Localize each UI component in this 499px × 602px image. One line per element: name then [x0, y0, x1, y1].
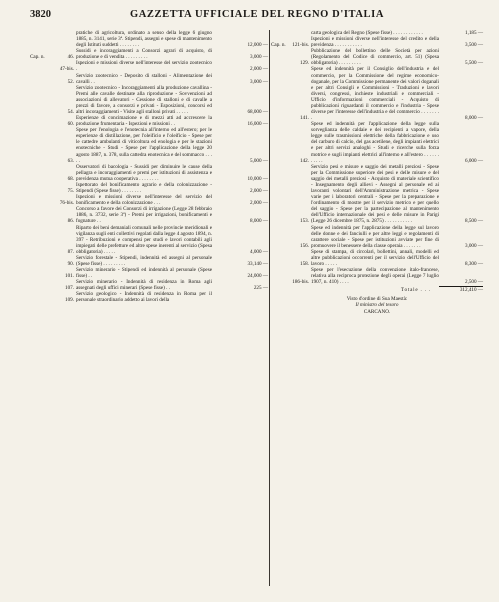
chapter-number: 156.	[300, 242, 309, 249]
entry-amount: 3,000 —	[250, 54, 268, 61]
chapter-number: 142.	[300, 157, 309, 164]
entry-description: Ispettorato del bonificamento agrario e della colonizzazione - Stipendi (Spese fisse) . . . . . . . .	[76, 181, 212, 195]
entry-description: Spese ed indennità per l'applicazione della legge sulla sorveglianza delle caldaie e dei recipienti a vapore, della legge sulle trasmissioni elettriche della fabbricazione e uso del carburo di calcio, del gas acetilene, degli impianti elettrici e per altri servizi analoghi - Studi e ricerche sulla forza motrice e sugli impianti elettrici all'interno e all'estero . . . . . . . . . . .	[311, 121, 439, 164]
chapter-number: 153.	[300, 218, 309, 225]
chapter-label: Cap. n.	[271, 42, 286, 49]
budget-entry	[30, 291, 268, 303]
chapter-number: 86.	[67, 218, 74, 225]
entry-description: Servizio zootecnico - Incoraggiamenti alla produzione cavallina - Premi alle cavalle destinate alla riproduzione - Sovvenzioni ad associazioni di allevatori - Cessione di stalloni e di cavalle a prezzi di favore, a consorzi e privati - Esposizioni, concorsi ed altri incoraggiamenti - Visite agli stalloni privati . . . . .	[76, 84, 212, 116]
budget-entry	[30, 206, 268, 224]
entry-amount: 3,000 —	[250, 78, 268, 85]
entry-amount: 8,500 —	[465, 218, 483, 225]
entry-description: Ispezioni e missioni diverse nell'interesse del servizio del bonificamento e della colonizzazione . . .	[76, 194, 212, 207]
chapter-number: 90.	[67, 260, 74, 267]
entry-description: Spese ed indennità per il Consiglio dell'industria e del commercio, per la Commissione del regime economico-doganale, per la Commissione permanente dei valori doganali e per altri Consigli e Commissioni - Traduzioni e lavori diversi, congressi, inchieste industriali e commerciali - Ufficio d'informazioni commerciali - Acquisto di pubblicazioni riguardanti il commercio e l'industria - Spese diverse per l'interesse dell'industria e del commercio . . . . . . . .	[311, 66, 439, 122]
budget-entry	[271, 225, 483, 249]
total-row	[271, 286, 483, 293]
entry-amount: 3,500 —	[465, 42, 483, 49]
entry-amount: 3,000 —	[465, 242, 483, 249]
budget-entry	[271, 267, 483, 285]
budget-entry	[30, 279, 268, 291]
chapter-number: 76-bis.	[59, 200, 74, 207]
entry-description: Spese ed indennità per l'applicazione della legge sul lavoro delle donne e dei fanciulli e per altre leggi e regolamenti di carattere sociale - Spese per istituzioni avviate per fine di promuovere il benessere della classe operaia . . . . . . .	[311, 224, 439, 249]
column-divider	[269, 30, 270, 586]
budget-entry	[30, 194, 268, 206]
entry-description: Servizio geologico - Indennità di residenza in Roma per il personale straordinario addetto ai lavori della	[76, 291, 212, 304]
entry-description: Osservatori di bacologia - Sussidi per diminuire le cause della pellagra e incoraggiamenti e premi per istituzioni di assistenza e previdenza mutua cooperativa . . . . . . . .	[76, 163, 212, 182]
entry-amount: 68,000 —	[247, 109, 268, 116]
entry-description: Ispezioni e missioni diverse nell'interesse del servizio zootecnico .	[76, 60, 212, 73]
chapter-number: 109.	[65, 297, 74, 304]
budget-entry	[30, 182, 268, 194]
budget-entry	[30, 255, 268, 267]
entry-amount: 2,000 —	[250, 200, 268, 207]
chapter-number: 63.	[67, 157, 74, 164]
budget-entry	[30, 164, 268, 182]
chapter-number: 46.	[67, 54, 74, 61]
entry-description: Riparto dei beni demaniali comunali nelle provincie meridionali e vigilanza sugli enti collettivi regolati dalla legge 4 agosto 1894, n. 397 - Retribuzioni e compensi per studi e lavori contabili agli impiegati delle prefetture ed altre spese inerenti al servizio (Spesa obbligatoria) . . . . .	[76, 224, 212, 255]
signature-line-3: CARCANO.	[363, 308, 391, 315]
entry-amount: 16,000 —	[247, 121, 268, 128]
entry-description: Spese di stampa, di circolari, bollettini, annali, modelli ed altre pubblicazioni occorrenti per il servizio dell'Ufficio del lavoro . . . . .	[311, 248, 439, 267]
entry-amount: 5,500 —	[465, 60, 483, 67]
right-entries	[271, 30, 483, 285]
budget-entry	[30, 85, 268, 115]
entry-description: Concorso a favore dei Consorzi di irrigazione (Legge 28 febbraio 1886, n. 3732, serie 3ª) - Premi per irrigazioni, bonificamenti e fognature . .	[76, 206, 212, 225]
chapter-number: 107.	[65, 285, 74, 292]
page-number: 3820	[30, 9, 51, 20]
entry-amount: 12,000 —	[247, 42, 268, 49]
signature-block	[271, 296, 483, 314]
entry-amount: 8,000 —	[250, 218, 268, 225]
chapter-number: 129.	[300, 60, 309, 67]
total-amount: 312,410 —	[439, 286, 483, 293]
budget-entry	[271, 121, 483, 164]
entry-description: Servizio minerario - Stipendi ed indennità al personale (Spese fisse) . .	[76, 267, 212, 280]
entry-amount: 225 —	[253, 285, 268, 292]
chapter-number: 121-bis.	[292, 42, 309, 49]
entry-amount: 1,185 —	[465, 30, 483, 36]
entry-description: Sussidi e incoraggiamenti a Consorzi agrari di acquisto, di produzione e di vendita . . . . . . . . .	[76, 48, 212, 61]
entry-amount: 33,140 —	[247, 260, 268, 267]
entry-description: Spese per l'enologia e l'enotecnia all'interno ed all'estero; per le esperienze di distillazione, per l'oleificio e l'oleificio - Spese per le cattedre ambulanti di viticoltura ed enologia e per le stazioni enotecniche - Studi - Spese per l'applicazione della legge 20 agosto 1887, n. 378, sulla cattedra enotecnica e del sommacco . . . . .	[76, 127, 212, 164]
budget-entry	[271, 66, 483, 121]
chapter-number: 47-bis.	[59, 66, 74, 73]
left-column	[30, 30, 268, 304]
entry-amount: 5,000 —	[250, 157, 268, 164]
entry-amount: 8,000 —	[465, 115, 483, 122]
chapter-number: 68.	[67, 175, 74, 182]
entry-amount: 24,000 —	[247, 273, 268, 280]
chapter-number: 52.	[67, 78, 74, 85]
chapter-number: 158.	[300, 260, 309, 267]
budget-entry	[30, 30, 268, 48]
journal-title: GAZZETTA UFFICIALE DEL REGNO D'ITALIA	[129, 9, 385, 20]
entry-description: Ispezioni e missioni diverse nell'interesse del credito e della previdenza . . . . . . . . . . .	[311, 36, 439, 49]
total-label: Totale . . .	[400, 287, 431, 294]
budget-entry	[30, 267, 268, 279]
entry-amount: 10,000 —	[247, 175, 268, 182]
right-column	[271, 30, 483, 315]
budget-entry	[271, 48, 483, 66]
entry-amount: 2,000 —	[250, 188, 268, 195]
entry-description: Servizio zootecnico - Deposito di stalloni - Alimentazione dei cavalli . .	[76, 72, 212, 85]
page-header	[30, 9, 484, 25]
entry-description: pratiche di agricoltura, ordinato a senso della legge 6 giugno 1885, n. 3141, serie 3ª. Stipendi, assegni e spese di mantenimento degli Istituti suddetti . . . . . . . .	[76, 30, 212, 49]
chapter-number: 141.	[300, 115, 309, 122]
entry-description: carta geologica del Regno (Spese fisse) . . . . . . . . . . . .	[311, 30, 423, 36]
chapter-number: 186-bis.	[292, 279, 309, 286]
budget-entry	[30, 127, 268, 163]
budget-entry	[30, 60, 268, 72]
entry-amount: 4,000 —	[250, 248, 268, 255]
entry-description: Spese per l'esecuzione della convenzione italo-francese, relativa alla reciproca protezione degli operai (Legge 7 luglio 1907, n. 410) . . . .	[311, 267, 439, 286]
budget-entry	[271, 164, 483, 225]
chapter-number: 54.	[67, 109, 74, 116]
entry-description: Servizio forestale - Stipendi, indennità ed assegni al personale (Spese fisse) . . . . . . . . .	[76, 254, 212, 267]
signature-line-1: Visto d'ordine di Sua Maestà:	[346, 296, 408, 303]
chapter-number: 75.	[67, 188, 74, 195]
entry-amount: 6,000 —	[465, 157, 483, 164]
budget-entry	[30, 73, 268, 85]
chapter-number: 60.	[67, 121, 74, 128]
entry-description: Servizio pesi e misure e saggio dei metalli preziosi - Spese per la Commissione superiore dei pesi e delle misure e del saggio dei metalli preziosi - Acquisto di materiale scientifico - Insegnamento degli allievi - Assegni al personale ed ai lavoranti volontari dell'Amministrazione metrica - Spese varie per i laboratori centrali - Spese per la preparazione e l'ordinamento di mostre per il servizio metrico e per quello del saggio - Spese per la partecipazione al mantenimento dell'Ufficio internazionale dei pesi e delle misure in Parigi (Legge 26 dicembre 1875, n. 2875) . . . . . . . . . . .	[311, 163, 439, 225]
budget-entry	[271, 249, 483, 267]
budget-entry	[30, 48, 268, 60]
budget-entry	[271, 36, 483, 48]
chapter-number: 101.	[65, 273, 74, 280]
entry-description: Pubblicazione del bollettino delle Società per azioni (Regolamento del Codice di commercio, art. 51) (Spesa obbligatoria) . . . . . . . . .	[311, 48, 439, 67]
chapter-number: 87.	[67, 248, 74, 255]
entry-description: Esperienze di concimazione e di mezzi atti ad accrescere la produzione frumentaria - Ispezioni e missioni . .	[76, 115, 212, 128]
budget-entry	[30, 115, 268, 127]
entry-amount: 2,500 —	[465, 279, 483, 286]
entry-amount: 8,300 —	[465, 260, 483, 267]
budget-entry	[30, 225, 268, 255]
chapter-label: Cap. n.	[30, 54, 45, 61]
entry-amount: 2,000 —	[250, 66, 268, 73]
signature-line-2: Il ministro del tesoro	[355, 302, 399, 309]
entry-description: Servizio minerario - Indennità di residenza in Roma agli assegnati degli uffici minerari (Spese fisse) . .	[76, 279, 212, 292]
